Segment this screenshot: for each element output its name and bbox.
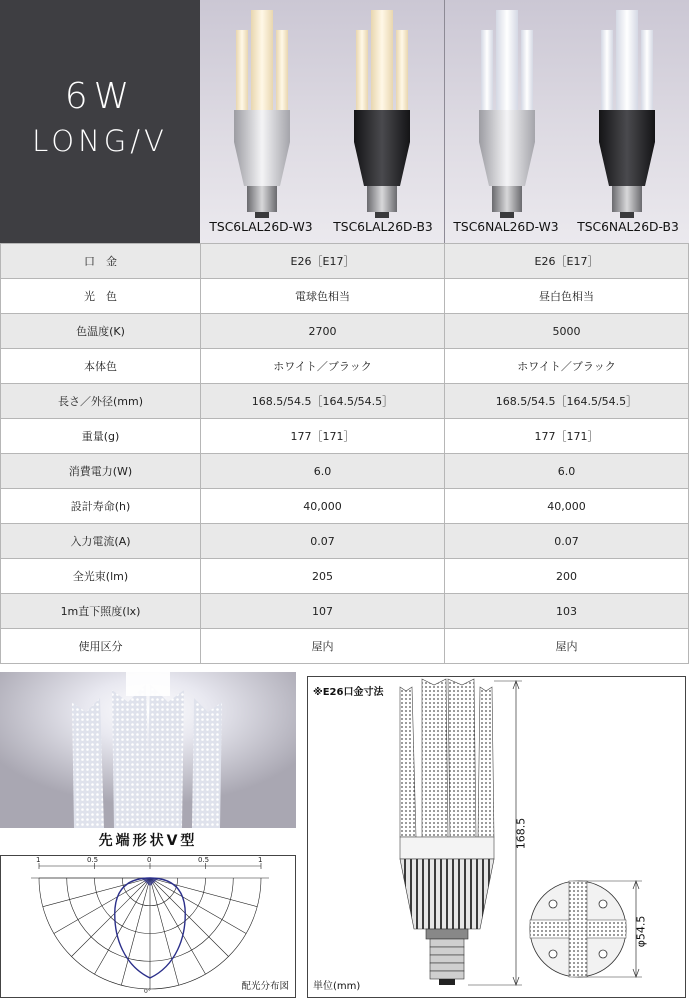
spec-value-warm: 168.5/54.5［164.5/54.5］ — [201, 384, 445, 419]
spec-label: 光 色 — [1, 279, 201, 314]
spec-value-warm: 電球色相当 — [201, 279, 445, 314]
dimension-drawing — [307, 676, 686, 998]
spec-row — [1, 629, 689, 664]
spec-value-cool: ホワイト／ブラック — [445, 349, 689, 384]
spec-label: 1m直下照度(lx) — [1, 594, 201, 629]
spec-row — [1, 489, 689, 524]
tick-1-left: 1 — [36, 856, 41, 864]
spec-value-warm: 107 — [201, 594, 445, 629]
tick-0-degree: 0° — [144, 988, 151, 995]
model-label-cool-white: TSC6NAL26D-W3 — [453, 220, 559, 234]
spec-row — [1, 419, 689, 454]
spec-value-warm: 6.0 — [201, 454, 445, 489]
spec-value-warm: 屋内 — [201, 629, 445, 664]
spec-value-cool: 103 — [445, 594, 689, 629]
spec-value-warm: ホワイト／ブラック — [201, 349, 445, 384]
spec-table — [0, 243, 689, 664]
product-header — [0, 0, 689, 243]
tick-05-right: 0.5 — [198, 856, 210, 864]
spec-row — [1, 244, 689, 279]
spec-value-warm: 0.07 — [201, 524, 445, 559]
tip-shape-photo — [0, 672, 296, 828]
spec-label: 長さ／外径(mm) — [1, 384, 201, 419]
spec-label: 入力電流(A) — [1, 524, 201, 559]
polar-distribution-diagram — [1, 856, 295, 997]
wattage-title: 6W — [64, 76, 136, 117]
bulb-dimension-diagram — [308, 677, 685, 997]
bulb-warm-black-image — [342, 4, 422, 218]
title-block — [0, 0, 200, 243]
spec-label: 設計寿命(h) — [1, 489, 201, 524]
bulb-cool-white-image — [467, 4, 547, 218]
tick-1-right: 1 — [258, 856, 263, 864]
spec-value-warm: 177［171］ — [201, 419, 445, 454]
type-title: LONG/V — [32, 124, 168, 158]
spec-label: 重量(g) — [1, 419, 201, 454]
model-label-warm-black: TSC6LAL26D-B3 — [333, 220, 433, 234]
spec-value-warm: E26［E17］ — [201, 244, 445, 279]
spec-value-warm: 205 — [201, 559, 445, 594]
spec-value-cool: 40,000 — [445, 489, 689, 524]
spec-row — [1, 559, 689, 594]
spec-row — [1, 524, 689, 559]
length-dimension-label: 168.5 — [514, 817, 528, 850]
spec-row — [1, 454, 689, 489]
spec-value-warm: 40,000 — [201, 489, 445, 524]
spec-value-cool: 200 — [445, 559, 689, 594]
spec-label: 本体色 — [1, 349, 201, 384]
spec-row — [1, 384, 689, 419]
tip-shape-caption: 先端形状V型 — [98, 833, 198, 849]
tick-0: 0 — [147, 856, 152, 864]
warm-bulb-photo-panel — [200, 0, 444, 243]
spec-value-cool: 177［171］ — [445, 419, 689, 454]
diameter-dimension-label: φ54.5 — [634, 915, 648, 948]
spec-label: 使用区分 — [1, 629, 201, 664]
model-label-cool-black: TSC6NAL26D-B3 — [577, 220, 679, 234]
spec-value-cool: 168.5/54.5［164.5/54.5］ — [445, 384, 689, 419]
spec-value-cool: E26［E17］ — [445, 244, 689, 279]
spec-value-warm: 2700 — [201, 314, 445, 349]
spec-label: 色温度(K) — [1, 314, 201, 349]
spec-label: 全光束(lm) — [1, 559, 201, 594]
light-distribution-chart — [0, 855, 296, 998]
spec-value-cool: 昼白色相当 — [445, 279, 689, 314]
spec-row — [1, 594, 689, 629]
spec-row — [1, 279, 689, 314]
tick-05-left: 0.5 — [87, 856, 99, 864]
model-label-warm-white: TSC6LAL26D-W3 — [209, 220, 313, 234]
spec-row — [1, 314, 689, 349]
spec-value-cool: 6.0 — [445, 454, 689, 489]
spec-value-cool: 屋内 — [445, 629, 689, 664]
spec-label: 消費電力(W) — [1, 454, 201, 489]
bulb-cool-black-image — [587, 4, 667, 218]
distribution-caption: 配光分布図 — [241, 981, 289, 992]
spec-value-cool: 0.07 — [445, 524, 689, 559]
spec-value-cool: 5000 — [445, 314, 689, 349]
spec-row — [1, 349, 689, 384]
spec-label: 口 金 — [1, 244, 201, 279]
cool-bulb-photo-panel — [445, 0, 689, 243]
dimension-title: ※E26口金寸法 — [313, 687, 384, 698]
v-tip-image — [0, 672, 296, 828]
unit-label: 単位(mm) — [313, 981, 361, 992]
bulb-warm-white-image — [222, 4, 302, 218]
